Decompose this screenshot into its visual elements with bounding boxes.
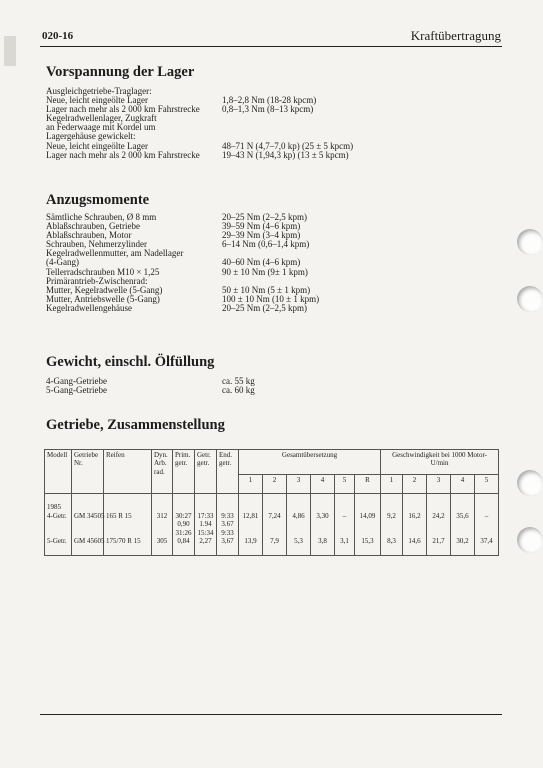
torque-value: 6–14 Nm (0,6–1,4 kpm) (222, 239, 310, 250)
gearbox-nr-cell: GM 34505 GM 45605 (72, 494, 104, 556)
preload-value: 0,8–1,3 Nm (8–13 kpcm) (222, 104, 314, 115)
ratio-cell: – 3,1 (335, 494, 355, 556)
torque-label: Kegelradwellengehäuse (46, 302, 132, 313)
speed-gear-label: 3 (427, 475, 451, 494)
weight-labels (46, 377, 107, 395)
page-number: 020-16 (42, 30, 74, 42)
weight-title: Gewicht, einschl. Ölfüllung (46, 354, 215, 370)
header-total-ratio: Gesamtübersetzung (239, 450, 381, 475)
weight-value: ca. 55 kg (222, 376, 255, 386)
weight-value: ca. 60 kg (222, 385, 255, 396)
preload-label: an Federwaage mit Kordel um (46, 122, 156, 133)
torque-value: 50 ± 10 Nm (5 ± 1 kpm) (222, 284, 311, 295)
gear-label: 5 (335, 475, 355, 494)
preload-title: Vorspannung der Lager (46, 64, 195, 80)
preload-label: Neue, leicht eingeölte Lager (46, 95, 148, 106)
preload-label: Lagergehäuse gewickelt: (46, 131, 136, 142)
preload-values (222, 87, 353, 160)
torque-label: Schrauben, Nehmerzylinder (46, 239, 147, 250)
preload-label: Ausgleichgetriebe-Traglager: (46, 86, 152, 96)
torque-labels (46, 213, 183, 313)
header-gearbox-nr: Getriebe Nr. (72, 450, 104, 494)
torque-label: Mutter, Kegelradwelle (5-Gang) (46, 284, 163, 295)
weight-values (222, 377, 255, 395)
preload-value (222, 114, 353, 123)
torque-label: Ablaßschrauben, Motor (46, 230, 132, 241)
speed-gear-label: 1 (381, 475, 403, 494)
speed-gear-label: 2 (403, 475, 427, 494)
gear-label: R (355, 475, 381, 494)
speed-cell: 9,2 8,3 (381, 494, 403, 556)
header-tyres: Reifen (104, 450, 152, 494)
chapter-title: Kraftübertragung (410, 28, 501, 43)
ratio-cell: 3,30 3,8 (311, 494, 335, 556)
gearbox-table (44, 449, 499, 556)
gear-label: 4 (311, 475, 335, 494)
binder-hole (517, 527, 543, 553)
end-ratio-cell: 9:33 3.67 9:33 3,67 (217, 494, 239, 556)
torque-label: Ablaßschrauben, Getriebe (46, 221, 140, 232)
gear-label: 3 (287, 475, 311, 494)
preload-value: 19–43 N (1,94,3 kp) (13 ± 5 kpcm) (222, 149, 349, 160)
ratio-cell: 7,24 7,9 (263, 494, 287, 556)
binder-hole (517, 286, 543, 312)
torque-label: (4-Gang) (46, 257, 79, 268)
prim-ratio-cell: 30:27 0,90 31:26 0,84 (173, 494, 195, 556)
header-getr-ratio: Getr. getr. (195, 450, 217, 494)
page-edge-mark (4, 36, 16, 66)
speed-cell: – 37,4 (475, 494, 499, 556)
composition-title: Getriebe, Zusammenstellung (46, 417, 225, 433)
preload-value (222, 123, 353, 132)
preload-label: Neue, leicht eingeölte Lager (46, 140, 148, 151)
table-header-row (45, 450, 499, 475)
torque-label: Sämtliche Schrauben, Ø 8 mm (46, 212, 157, 222)
torque-value: 20–25 Nm (2–2,5 kpm) (222, 302, 307, 313)
preload-label: Lager nach mehr als 2 000 km Fahrstrecke (46, 149, 200, 160)
dyn-radius-cell: 312 305 (152, 494, 173, 556)
weight-label: 4-Gang-Getriebe (46, 376, 107, 386)
gear-label: 2 (263, 475, 287, 494)
speed-gear-label: 4 (451, 475, 475, 494)
torque-value: 40–60 Nm (4–6 kpm) (222, 257, 301, 268)
torques-title: Anzugsmomente (46, 192, 150, 208)
torque-label: Mutter, Antriebswelle (5-Gang) (46, 293, 160, 304)
torque-value: 20–25 Nm (2–2,5 kpm) (222, 212, 307, 222)
getr-ratio-cell: 17:33 1.94 15:34 2,27 (195, 494, 217, 556)
ratio-cell: 14,09 15,3 (355, 494, 381, 556)
header-rule (40, 46, 502, 47)
speed-gear-label: 5 (475, 475, 499, 494)
model-cell: 1985 4-Getr. 5-Getr. (45, 494, 72, 556)
gear-label: 1 (239, 475, 263, 494)
speed-cell: 24,2 21,7 (427, 494, 451, 556)
torque-value: 90 ± 10 Nm (9± 1 kpm) (222, 266, 308, 277)
header-dyn-radius: Dyn. Arb. rad. (152, 450, 173, 494)
speed-cell: 16,2 14,6 (403, 494, 427, 556)
header-end-ratio: End. getr. (217, 450, 239, 494)
binder-hole (517, 470, 543, 496)
tyres-cell: 165 R 15 175/70 R 15 (104, 494, 152, 556)
header-speed: Geschwindigkeit bei 1000 Motor- U/min (381, 450, 499, 475)
torque-value: 39–59 Nm (4–6 kpm) (222, 221, 301, 232)
preload-labels (46, 87, 200, 160)
ratio-cell: 12,81 13,9 (239, 494, 263, 556)
torque-values (222, 213, 319, 313)
header-prim-ratio: Prim. getr. (173, 450, 195, 494)
binder-hole (517, 229, 543, 255)
weight-label: 5-Gang-Getriebe (46, 385, 107, 396)
preload-label: Kegelradwellenlager, Zugkraft (46, 113, 157, 124)
preload-value: 1,8–2,8 Nm (18-28 kpcm) (222, 95, 317, 106)
torque-label: Tellerradschrauben M10 × 1,25 (46, 266, 160, 277)
torque-value: 29–39 Nm (3–4 kpm) (222, 230, 301, 241)
preload-value: 48–71 N (4,7–7,0 kp) (25 ± 5 kpcm) (222, 140, 354, 151)
header-model: Modell (45, 450, 72, 494)
torque-label: Kegelradwellenmutter, am Nadellager (46, 248, 184, 259)
ratio-cell: 4,86 5,3 (287, 494, 311, 556)
footer-rule (40, 714, 502, 715)
table-body-row (45, 494, 499, 556)
torque-value: 100 ± 10 Nm (10 ± 1 kpm) (222, 293, 320, 304)
preload-label: Lager nach mehr als 2 000 km Fahrstrecke (46, 104, 200, 115)
speed-cell: 35,6 30,2 (451, 494, 475, 556)
torque-label: Primärantrieb-Zwischenrad: (46, 275, 148, 286)
